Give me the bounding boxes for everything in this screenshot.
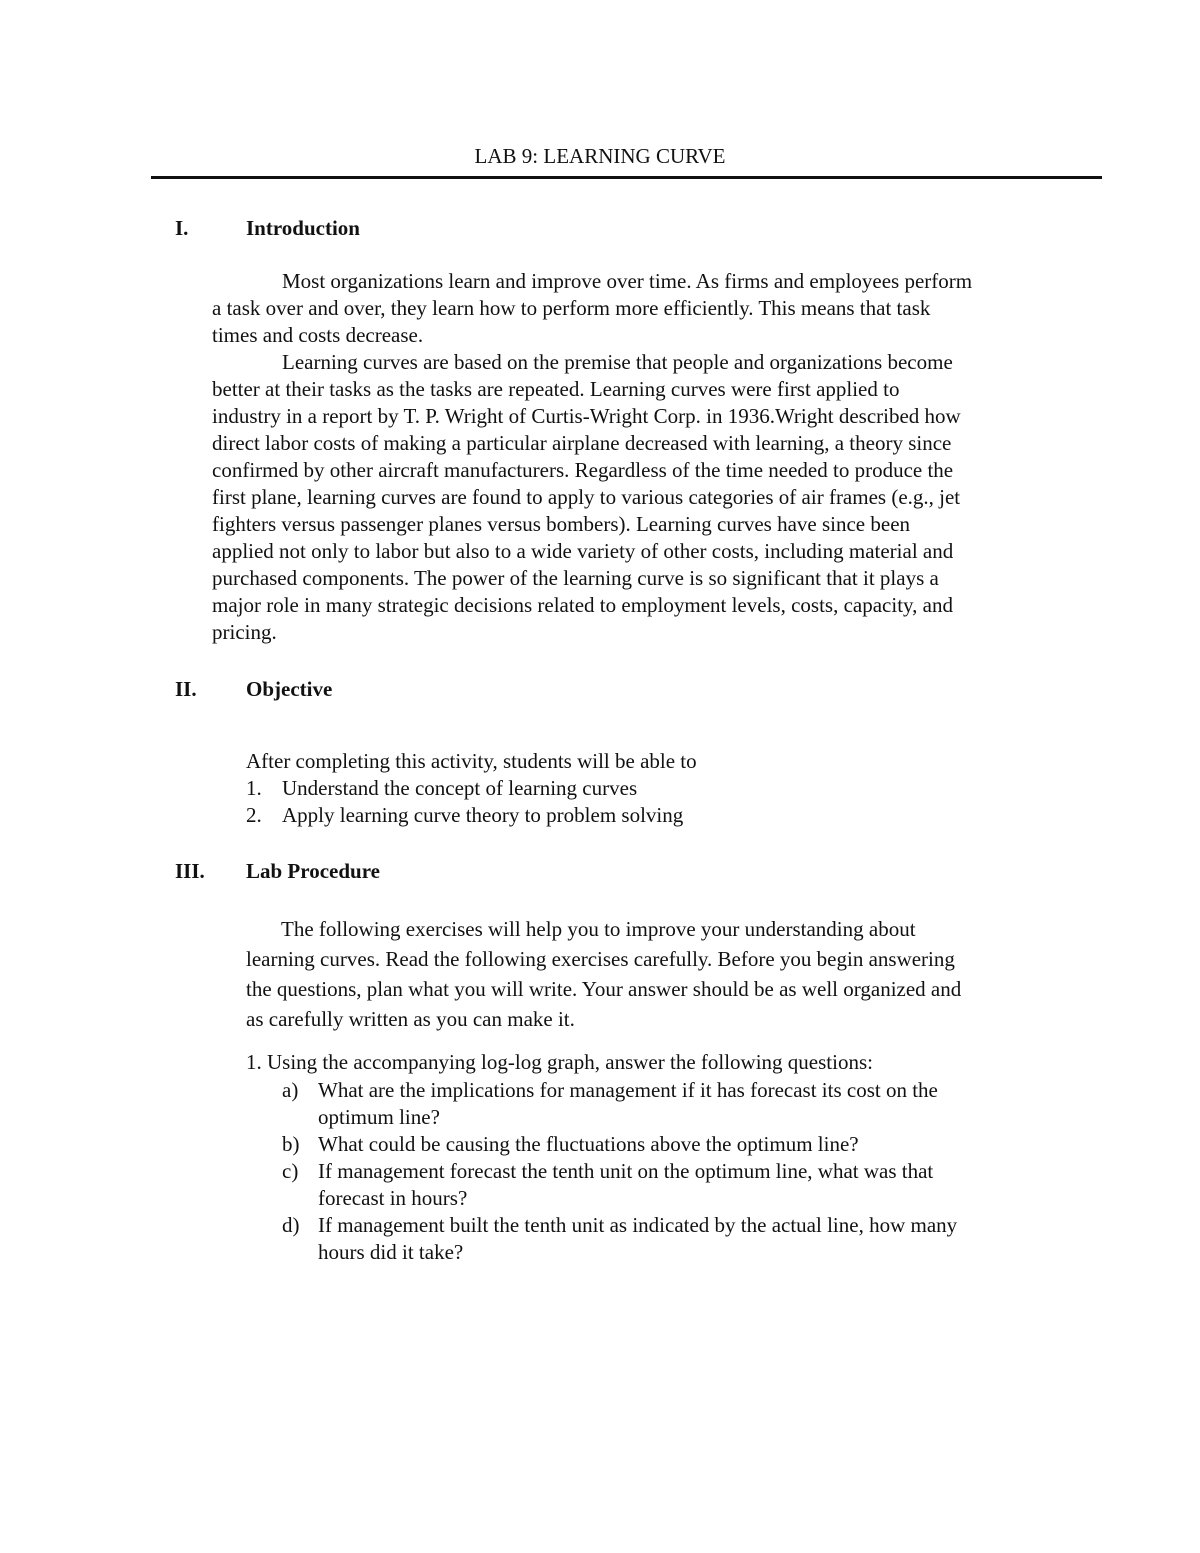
text-line: direct labor costs of making a particular airplane decreased with learning, a theory since: [212, 431, 952, 455]
text-line: major role in many strategic decisions related to employment levels, costs, capacity, and: [212, 593, 953, 617]
text-line: as carefully written as you can make it.: [246, 1007, 575, 1031]
list-item-number: 2.: [246, 803, 262, 827]
text-line: forecast in hours?: [318, 1186, 468, 1210]
procedure-paragraph: [246, 914, 1116, 1034]
list-item: [246, 802, 1106, 829]
list-item-label: c): [282, 1159, 299, 1183]
text-line: better at their tasks as the tasks are repeated. Learning curves were first applied to: [212, 377, 900, 401]
list-item-label: d): [282, 1213, 300, 1237]
text-line: What could be causing the fluctuations above the optimum line?: [318, 1132, 859, 1156]
text-line: industry in a report by T. P. Wright of Curtis-Wright Corp. in 1936.Wright described how: [212, 404, 961, 428]
section-2-numeral: II.: [175, 677, 197, 701]
text-line: the questions, plan what you will write. Your answer should be as well organized and: [246, 977, 962, 1001]
text-line: optimum line?: [318, 1105, 440, 1129]
title-rule: [151, 176, 1102, 179]
exercise-question: 1. Using the accompanying log-log graph, answer the following questions:: [246, 1050, 873, 1074]
text-line: pricing.: [212, 620, 277, 644]
text-line: If management built the tenth unit as indicated by the actual line, how many: [318, 1213, 958, 1237]
objective-block: [246, 748, 1106, 829]
text-line: What are the implications for management if it has forecast its cost on the: [318, 1078, 938, 1102]
section-3-numeral: III.: [175, 859, 205, 883]
list-item: [282, 1212, 1122, 1266]
list-item-text: Apply learning curve theory to problem solving: [282, 803, 684, 827]
text-line: If management forecast the tenth unit on the optimum line, what was that: [318, 1159, 934, 1183]
section-1-heading: Introduction: [246, 216, 360, 240]
text-line: Learning curves are based on the premise that people and organizations become: [282, 350, 953, 374]
text-line: Most organizations learn and improve over time. As firms and employees perform: [282, 269, 973, 293]
text-line: confirmed by other aircraft manufacturers. Regardless of the time needed to produce the: [212, 458, 954, 482]
text-line: applied not only to labor but also to a wide variety of other costs, including material and: [212, 539, 954, 563]
exercise-subitems: [282, 1077, 1122, 1266]
list-item: [282, 1077, 1122, 1131]
objective-lead: After completing this activity, students will be able to: [246, 749, 697, 773]
text-line: The following exercises will help you to improve your understanding about: [281, 917, 916, 941]
list-item-number: 1.: [246, 776, 262, 800]
page-title: LAB 9: LEARNING CURVE: [474, 144, 726, 168]
list-item: [246, 775, 1106, 802]
list-item-text: Understand the concept of learning curves: [282, 776, 638, 800]
text-line: a task over and over, they learn how to perform more efficiently. This means that task: [212, 296, 931, 320]
text-line: fighters versus passenger planes versus bombers). Learning curves have since been: [212, 512, 911, 536]
text-line: times and costs decrease.: [212, 323, 424, 347]
list-item-label: b): [282, 1132, 300, 1156]
section-3-heading: Lab Procedure: [246, 859, 380, 883]
list-item-label: a): [282, 1078, 299, 1102]
text-line: purchased components. The power of the learning curve is so significant that it plays a: [212, 566, 939, 590]
text-line: learning curves. Read the following exercises carefully. Before you begin answering: [246, 947, 955, 971]
list-item: [282, 1131, 1122, 1158]
text-line: first plane, learning curves are found to apply to various categories of air frames (e.g., jet: [212, 485, 961, 509]
list-item: [282, 1158, 1122, 1212]
intro-paragraph-1: [212, 268, 1112, 349]
intro-paragraph-2: [212, 349, 1112, 646]
text-line: hours did it take?: [318, 1240, 464, 1264]
section-2-heading: Objective: [246, 677, 333, 701]
section-1-numeral: I.: [175, 216, 189, 240]
